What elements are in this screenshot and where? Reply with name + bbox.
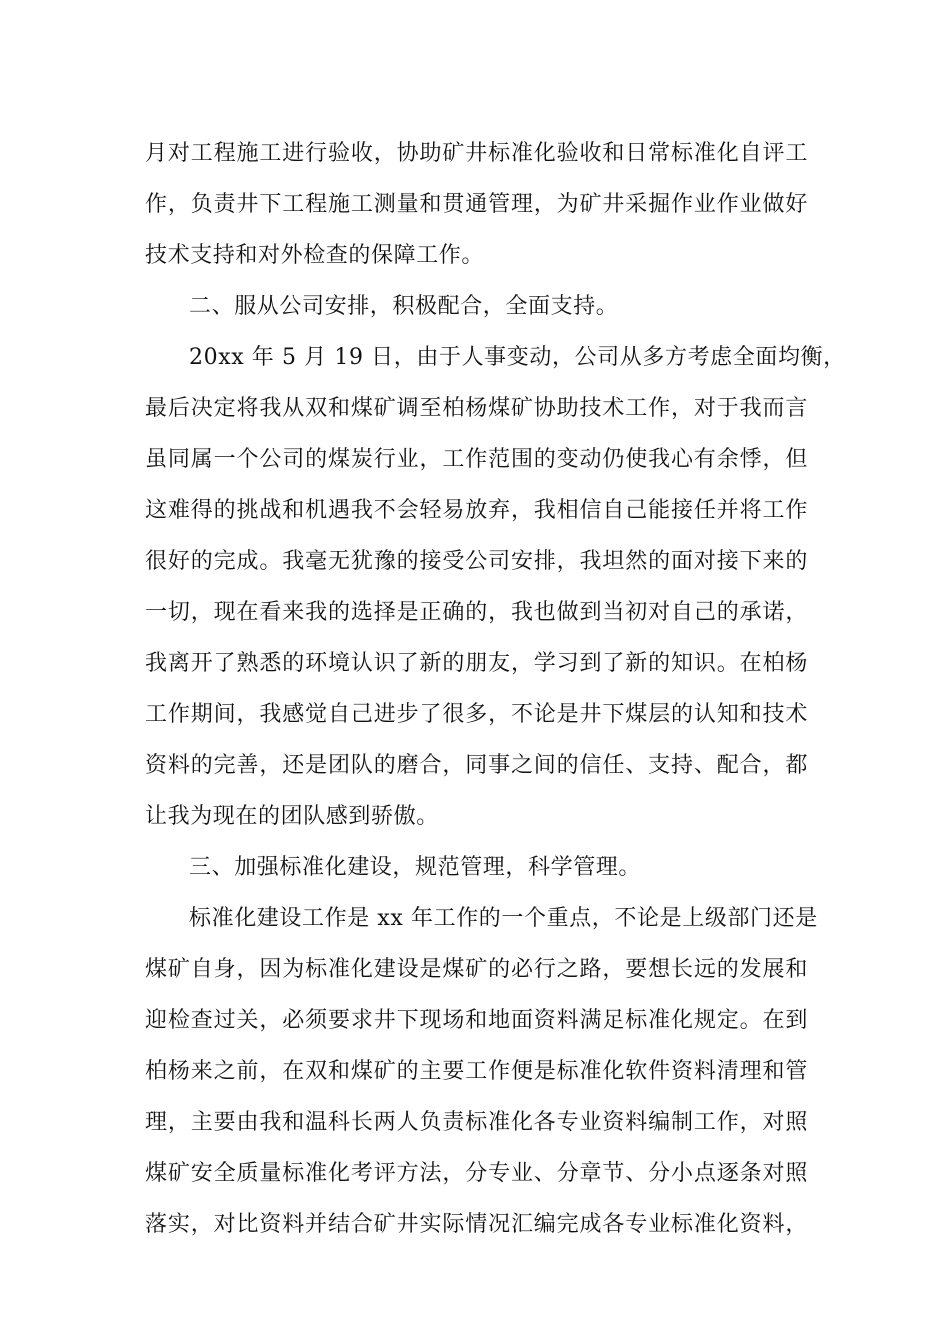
body-text — [145, 128, 846, 1250]
text-line: 理，主要由我和温科长两人负责标准化各专业资料编制工作，对照 — [145, 1110, 808, 1135]
text-line: 我离开了熟悉的环境认识了新的朋友，学习到了新的知识。在柏杨 — [145, 651, 808, 676]
text-line: 虽同属一个公司的煤炭行业，工作范围的变动仍使我心有余悸，但 — [145, 447, 808, 472]
text-line: 煤矿自身，因为标准化建设是煤矿的必行之路，要想长远的发展和 — [145, 957, 808, 982]
section-heading: 二、服从公司安排，积极配合，全面支持。 — [189, 294, 619, 319]
text-line: 最后决定将我从双和煤矿调至柏杨煤矿协助技术工作，对于我而言 — [145, 396, 808, 421]
text-line: 迎检查过关，必须要求井下现场和地面资料满足标准化规定。在到 — [145, 1008, 808, 1033]
text-line: 20xx 年 5 月 19 日，由于人事变动，公司从多方考虑全面均衡， — [189, 345, 846, 370]
text-line: 落实，对比资料并结合矿井实际情况汇编完成各专业标准化资料， — [145, 1212, 808, 1237]
text-line: 煤矿安全质量标准化考评方法，分专业、分章节、分小点逐条对照 — [145, 1161, 808, 1186]
text-line: 技术支持和对外检查的保障工作。 — [145, 243, 485, 268]
text-line: 作，负责井下工程施工测量和贯通管理，为矿井采掘作业作业做好 — [145, 192, 808, 217]
text-line: 让我为现在的团队感到骄傲。 — [145, 804, 439, 829]
text-line: 很好的完成。我毫无犹豫的接受公司安排，我坦然的面对接下来的 — [145, 549, 808, 574]
text-line: 工作期间，我感觉自己进步了很多，不论是井下煤层的认知和技术 — [145, 702, 808, 727]
text-line: 柏杨来之前，在双和煤矿的主要工作便是标准化软件资料清理和管 — [145, 1059, 808, 1084]
text-line: 标准化建设工作是 xx 年工作的一个重点，不论是上级部门还是 — [189, 906, 818, 931]
text-line: 资料的完善，还是团队的磨合，同事之间的信任、支持、配合，都 — [145, 753, 808, 778]
section-heading: 三、加强标准化建设，规范管理，科学管理。 — [189, 855, 642, 880]
text-line: 月对工程施工进行验收，协助矿井标准化验收和日常标准化自评工 — [145, 141, 808, 166]
text-line: 这难得的挑战和机遇我不会轻易放弃，我相信自己能接任并将工作 — [145, 498, 808, 523]
text-line: 一切，现在看来我的选择是正确的，我也做到当初对自己的承诺， — [145, 600, 808, 625]
